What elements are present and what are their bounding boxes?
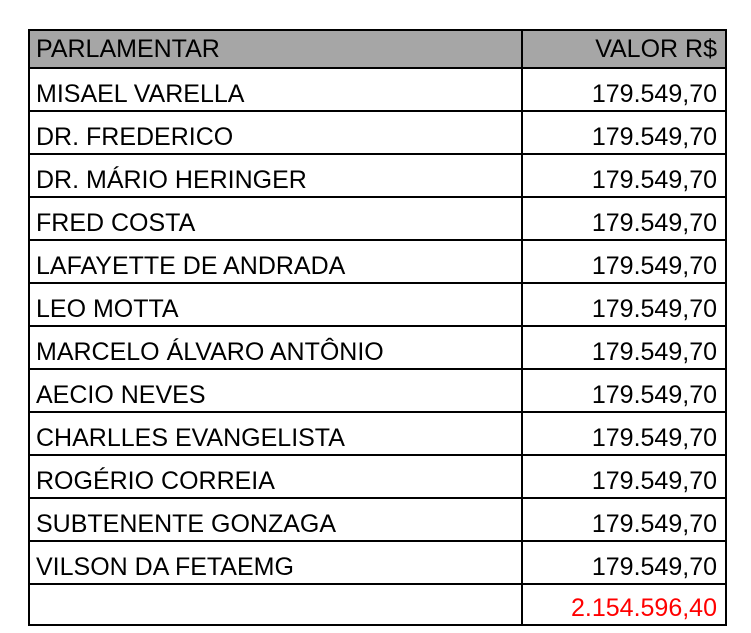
table-row [29, 455, 726, 498]
valor-cell: 179.549,70 [522, 283, 726, 326]
table-row [29, 326, 726, 369]
valor-cell: 179.549,70 [522, 240, 726, 283]
parlamentar-name-cell: MISAEL VARELLA [29, 68, 522, 111]
header-row [29, 30, 726, 68]
valor-cell: 179.549,70 [522, 412, 726, 455]
parlamentar-name-cell: DR. MÁRIO HERINGER [29, 154, 522, 197]
total-value-cell: 2.154.596,40 [522, 584, 726, 625]
valor-cell: 179.549,70 [522, 498, 726, 541]
table-row [29, 197, 726, 240]
parlamentar-name-cell: AECIO NEVES [29, 369, 522, 412]
valor-cell: 179.549,70 [522, 111, 726, 154]
table-row [29, 412, 726, 455]
table-footer [29, 584, 726, 625]
table-row [29, 68, 726, 111]
table-row [29, 369, 726, 412]
parlamentar-name-cell: DR. FREDERICO [29, 111, 522, 154]
valor-cell: 179.549,70 [522, 68, 726, 111]
parliamentarian-values-table [28, 29, 727, 626]
table-row [29, 283, 726, 326]
table-row [29, 240, 726, 283]
valor-cell: 179.549,70 [522, 541, 726, 584]
total-row [29, 584, 726, 625]
parlamentar-name-cell: VILSON DA FETAEMG [29, 541, 522, 584]
parlamentar-name-cell: ROGÉRIO CORREIA [29, 455, 522, 498]
parlamentar-name-cell: LAFAYETTE DE ANDRADA [29, 240, 522, 283]
valor-cell: 179.549,70 [522, 326, 726, 369]
parlamentar-name-cell: FRED COSTA [29, 197, 522, 240]
valor-cell: 179.549,70 [522, 154, 726, 197]
parlamentar-name-cell: SUBTENENTE GONZAGA [29, 498, 522, 541]
table-header [29, 30, 726, 68]
table-body [29, 68, 726, 584]
column-header-valor: VALOR R$ [522, 30, 726, 68]
table-row [29, 498, 726, 541]
valor-cell: 179.549,70 [522, 197, 726, 240]
table-row [29, 154, 726, 197]
parlamentar-name-cell: LEO MOTTA [29, 283, 522, 326]
parlamentar-name-cell: CHARLLES EVANGELISTA [29, 412, 522, 455]
total-empty-cell [29, 584, 522, 625]
column-header-parlamentar: PARLAMENTAR [29, 30, 522, 68]
table-row [29, 541, 726, 584]
valor-cell: 179.549,70 [522, 369, 726, 412]
parlamentar-name-cell: MARCELO ÁLVARO ANTÔNIO [29, 326, 522, 369]
valor-cell: 179.549,70 [522, 455, 726, 498]
table-row [29, 111, 726, 154]
